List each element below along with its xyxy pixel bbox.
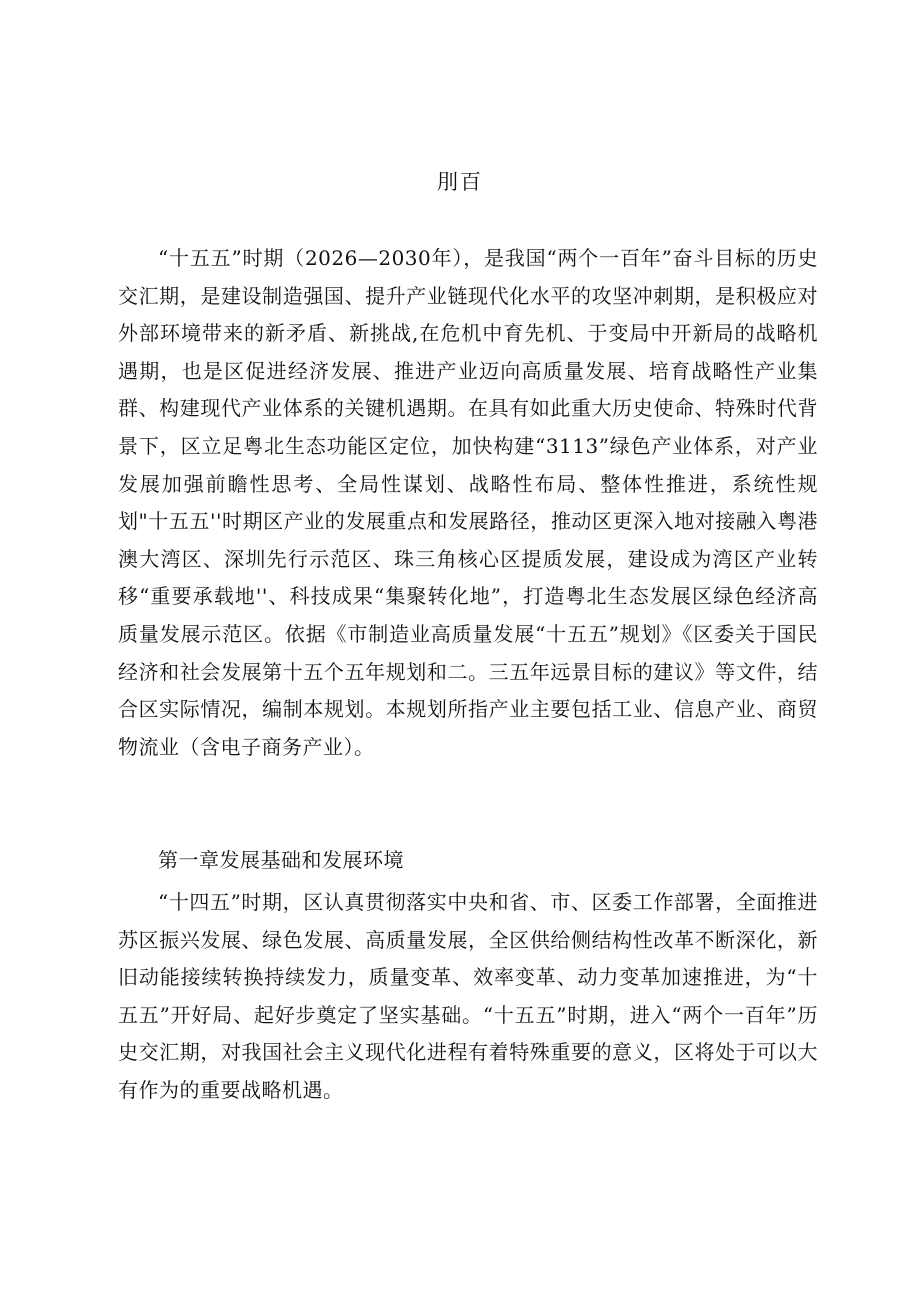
chapter-heading: 第一章发展基础和发展环境: [158, 848, 404, 872]
page-title: 刖百: [437, 170, 483, 194]
chapter-paragraph: “十四五”时期，区认真贯彻落实中央和省、市、区委工作部署，全面推进苏区振兴发展、绿色发展、高质量发展，全区供给侧结构性改革不断深化，新旧动能接续转换持续发力，质量变革、效率变革、动力变革加速推进，为“十五五”开好局、起好步奠定了坚实基础。“十五五”时期，进入“两个一百年”历史交汇期，对我国社会主义现代化进程有着特殊重要的意义，区将处于可以大有作为的重要战略机遇。: [118, 890, 818, 1102]
preface-paragraph: “十五五”时期（2026—2030年），是我国“两个一百年”奋斗目标的历史交汇期，是建设制造强国、提升产业链现代化水平的攻坚冲刺期，是积极应对外部环境带来的新矛盾、新挑战,在危机中育先机、于变局中开新局的战略机遇期，也是区促进经济发展、推进产业迈向高质量发展、培育战略性产业集群、构建现代产业体系的关键机遇期。在具有如此重大历史使命、特殊时代背景下，区立足粤北生态功能区定位，加快构建“3113”绿色产业体系，对产业发展加强前瞻性思考、全局性谋划、战略性布局、整体性推进，系统性规划"十五五''时期区产业的发展重点和发展路径，推动区更深入地对接融入粤港澳大湾区、深圳先行示范区、珠三角核心区提质发展，建设成为湾区产业转移“重要承载地''、科技成果“集聚转化地”，打造粤北生态发展区绿色经济高质量发展示范区。依据《市制造业高质量发展“十五五”规划》《区委关于国民经济和社会发展第十五个五年规划和二。三五年远景目标的建议》等文件，结合区实际情况，编制本规划。本规划所指产业主要包括工业、信息产业、商贸物流业（含电子商务产业）。: [118, 246, 818, 759]
